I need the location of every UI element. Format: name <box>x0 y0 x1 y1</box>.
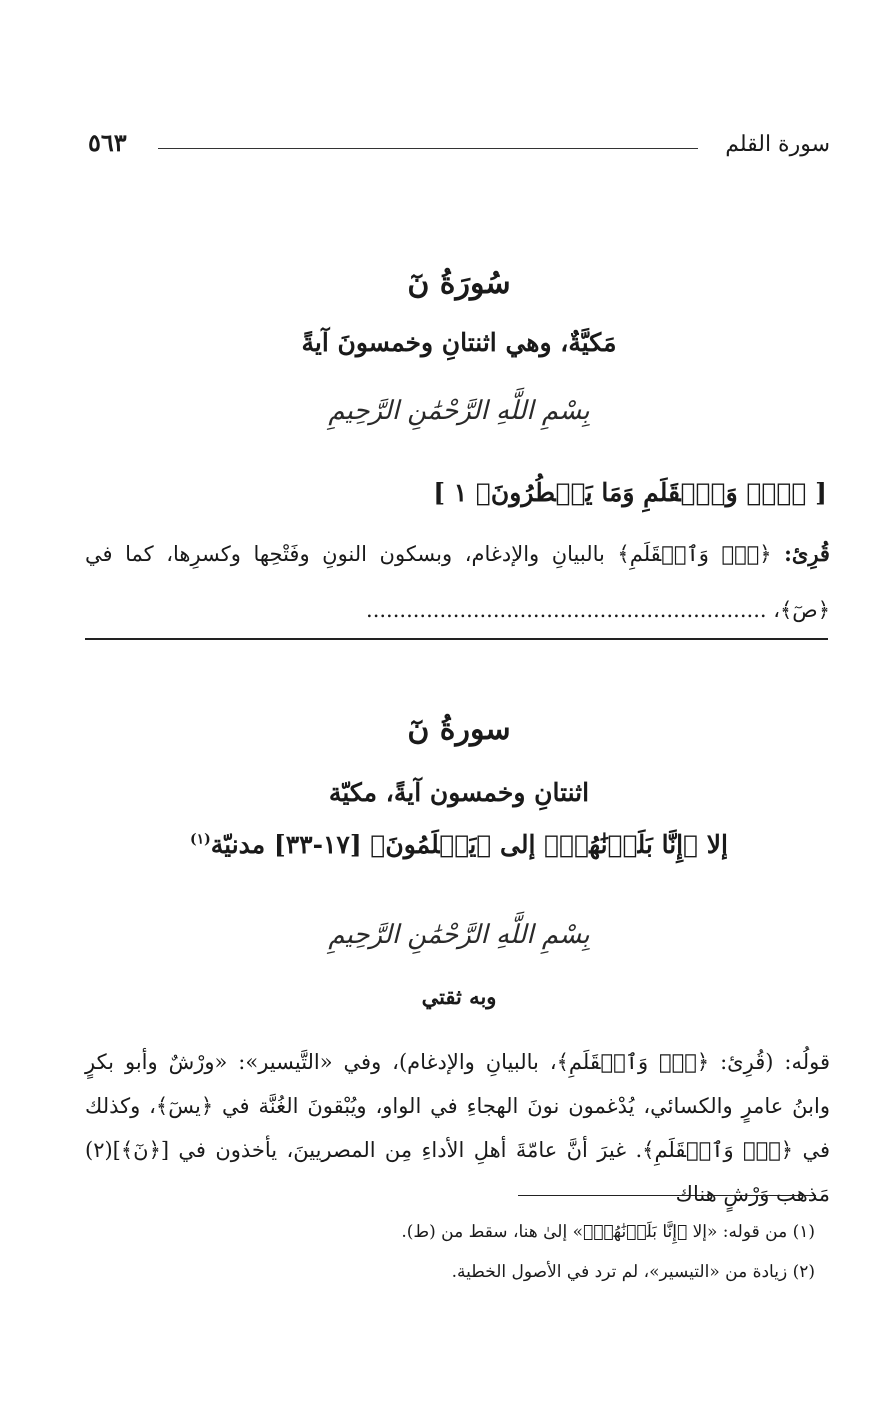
footnote-2: (٢) زيادة من «التيسير»، لم ترد في الأصول الخطية. <box>451 1262 815 1282</box>
section-one-commentary <box>85 526 830 638</box>
section-two-title: سورةُ نٓ <box>407 712 511 747</box>
running-header-title: سورة القلم <box>725 132 830 157</box>
running-header <box>88 128 830 168</box>
page-number: ٥٦٣ <box>88 128 127 157</box>
footnote-1: (١) من قوله: «إلا ﴿إِنَّا بَلَوۡنَٰهُمۡ﴾» إلىٰ هنا، سقط من (ط). <box>401 1222 815 1242</box>
commentary-text: ﴿نٓۚ وَٱلۡقَلَمِ﴾ بالبيانِ والإدغام، وبسكون النونِ وفَتْحِها وكسرِها، كما في ﴿صٓ﴾، ............................................................ <box>85 542 830 622</box>
footnote-rule <box>518 1195 816 1196</box>
trust-line: وبه ثقتي <box>421 984 497 1009</box>
exception-text: إلا ﴿إِنَّا بَلَوۡنَٰهُمۡ﴾ إلى ﴿يَعۡلَمُونَ﴾ [١٧-٣٣] مدنيّة <box>210 830 729 859</box>
quran-verse: [ ﴿نٓۚ وَٱلۡقَلَمِ وَمَا يَسۡطُرُونَ﴾ ١ ] <box>433 478 827 507</box>
section-separator <box>85 638 828 640</box>
footnote-ref-1: (١) <box>189 831 211 848</box>
section-one-basmala: بِسْمِ اللَّهِ الرَّحْمَٰنِ الرَّحِيمِ <box>328 396 590 426</box>
section-two-body: قولُه: (قُرِئ: ﴿نٓۚ وَٱلۡقَلَمِ﴾، بالبيانِ والإدغام)، وفي «التَّيسير»: «ورْشٌ وأبو بكرٍ وابنُ عامرٍ والكسائي، يُدْغمون نونَ الهجاءِ في الواو، ويُبْقونَ الغُنَّة في ﴿يسٓ﴾، وكذلك في ﴿نٓۚ وَٱلۡقَلَمِ﴾. غيرَ أنَّ عامّةَ أهلِ الأداءِ مِن المصريينَ، يأخذون في [﴿نٓ﴾](٢) مَذهب وَرْشٍ هناك <box>85 1050 830 1206</box>
section-one-title: سُورَةُ نٓ <box>407 266 511 301</box>
commentary-lead: قُرِئ: <box>784 541 830 566</box>
section-two-basmala: بِسْمِ اللَّهِ الرَّحْمَٰنِ الرَّحِيمِ <box>328 920 590 950</box>
section-two-exception <box>88 830 830 859</box>
section-two-subtitle: اثنتانِ وخمسون آيةً، مكيّة <box>328 778 590 807</box>
section-one-subtitle: مَكيَّةٌ، وهي اثنتانِ وخمسونَ آيةً <box>301 328 617 357</box>
header-rule <box>158 148 698 149</box>
